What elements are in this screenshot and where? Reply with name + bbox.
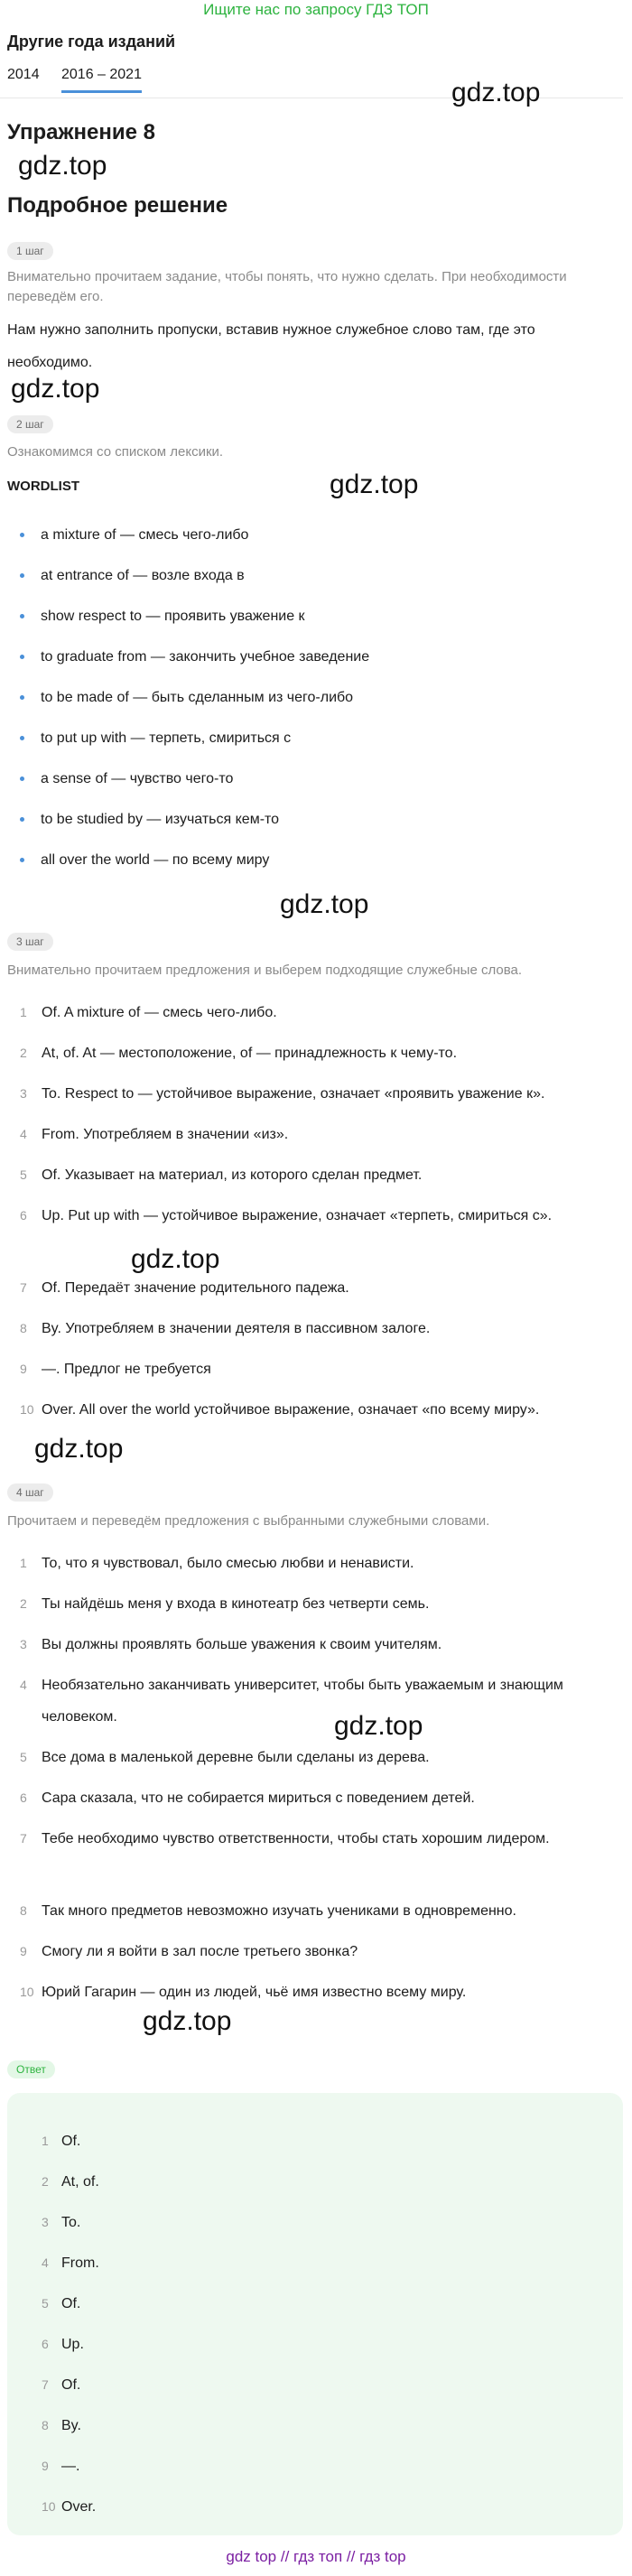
list-item: 7 Of. Передаёт значение родительного падежа. [20,1280,349,1296]
answer-box [7,2093,623,2535]
step2-hint: Ознакомимся со списком лексики. [7,444,224,460]
year-tab-2014[interactable]: 2014 [7,67,40,82]
list-item: 10 Over. All over the world устойчивое выражение, означает «по всему миру». [20,1402,540,1418]
list-item: 4 From. Употребляем в значении «из». [20,1127,289,1142]
bullet-icon [20,736,24,740]
bullet-icon [20,777,24,781]
watermark: gdz.top [131,1244,220,1274]
list-item: a mixture of — смесь чего-либо [20,526,248,544]
step1-hint: Внимательно прочитаем задание, чтобы понять, что нужно сделать. При необходимости переведём его. [7,269,567,304]
bullet-icon [20,858,24,862]
answer-item: 7 Of. [42,2377,81,2393]
bullet-icon [20,614,24,618]
answer-badge: Ответ [7,2060,55,2078]
answer-item: 6 Up. [42,2337,84,2352]
step1-text-line2: необходимо. [7,355,93,370]
list-item: 2 At, of. At — местоположение, of — принадлежность к чему-то. [20,1046,458,1061]
watermark: gdz.top [34,1434,124,1464]
list-item: to put up with — терпеть, смириться с [20,730,291,748]
step1-text-line1: Нам нужно заполнить пропуски, вставив нужное служебное слово там, где это [7,322,535,338]
footer-separator: // [346,2548,356,2565]
step3-hint: Внимательно прочитаем предложения и выберем подходящие служебные слова. [7,963,523,978]
list-item: at entrance of — возле входа в [20,567,245,585]
list-item: 4 Необязательно заканчивать университет, чтобы быть уважаемым и знающим человеком. [20,1678,563,1725]
step-badge-3: 3 шаг [7,933,53,951]
list-item: 6 Up. Put up with — устойчивое выражение, означает «терпеть, смириться с». [20,1208,553,1223]
answer-item: 4 From. [42,2255,99,2271]
list-item: to be made of — быть сделанным из чего-либо [20,689,353,707]
list-item: a sense of — чувство чего-то [20,770,233,788]
footer-separator: // [280,2548,290,2565]
watermark: gdz.top [334,1711,423,1741]
list-item: 5 Все дома в маленькой деревне были сделаны из дерева. [20,1750,430,1765]
watermark: gdz.top [451,78,541,107]
solution-title: Подробное решение [7,193,228,218]
answer-item: 1 Of. [42,2134,81,2149]
bullet-icon [20,533,24,537]
top-banner: Ищите нас по запросу ГДЗ ТОП [203,1,429,18]
other-years-title: Другие года изданий [7,33,176,51]
step-badge-2: 2 шаг [7,415,53,433]
list-item: 2 Ты найдёшь меня у входа в кинотеатр без четверти семь. [20,1596,430,1612]
wordlist-title: WORDLIST [7,479,79,494]
answer-item: 9 —. [42,2459,80,2474]
list-item: 8 Так много предметов невозможно изучать учениками в одновременно. [20,1903,516,1919]
list-item: 6 Сара сказала, что не собирается мириться с поведением детей. [20,1790,475,1806]
watermark: gdz.top [330,470,419,499]
list-item: 3 Вы должны проявлять больше уважения к своим учителям. [20,1637,442,1652]
list-item: 1 То, что я чувствовал, было смесью любви и ненависти. [20,1556,414,1571]
footer-link-gdz-top[interactable]: gdz top [226,2548,277,2565]
list-item: to be studied by — изучаться кем-то [20,811,279,829]
footer-link-gdz-top-ru[interactable]: гдз топ [293,2548,343,2565]
list-item: 9 Смогу ли я войти в зал после третьего звонка? [20,1944,358,1959]
step4-hint: Прочитаем и переведём предложения с выбранными служебными словами. [7,1513,490,1529]
bullet-icon [20,817,24,822]
list-item: show respect to — проявить уважение к [20,608,305,626]
list-item: 9 —. Предлог не требуется [20,1362,211,1377]
answer-item: 10 Over. [42,2499,97,2515]
watermark: gdz.top [18,151,107,181]
list-item: 7 Тебе необходимо чувство ответственности, чтобы стать хорошим лидером. [20,1831,550,1846]
list-item: 1 Of. A mixture of — смесь чего-либо. [20,1005,277,1020]
bullet-icon [20,655,24,659]
footer-link-gdz-top-mixed[interactable]: гдз top [359,2548,406,2565]
step-badge-4: 4 шаг [7,1483,53,1502]
answer-item: 8 By. [42,2418,81,2433]
bullet-icon [20,695,24,700]
watermark: gdz.top [280,889,369,919]
answer-item: 5 Of. [42,2296,81,2311]
footer-links [0,2548,632,2566]
list-item: 5 Of. Указывает на материал, из которого сделан предмет. [20,1167,423,1183]
exercise-title: Упражнение 8 [7,120,155,144]
watermark: gdz.top [11,374,100,404]
list-item: 3 To. Respect to — устойчивое выражение, означает «проявить уважение к». [20,1086,545,1102]
watermark: gdz.top [143,2006,232,2036]
bullet-icon [20,573,24,578]
answer-item: 3 To. [42,2215,81,2230]
list-item: 10 Юрий Гагарин — один из людей, чьё имя известно всему миру. [20,1985,467,2000]
answer-item: 2 At, of. [42,2174,99,2190]
list-item: 8 By. Употребляем в значении деятеля в пассивном залоге. [20,1321,431,1336]
year-tab-2016-2021[interactable]: 2016 – 2021 [61,67,142,93]
list-item: to graduate from — закончить учебное заведение [20,648,369,666]
list-item: all over the world — по всему миру [20,851,269,870]
step-badge-1: 1 шаг [7,242,53,260]
